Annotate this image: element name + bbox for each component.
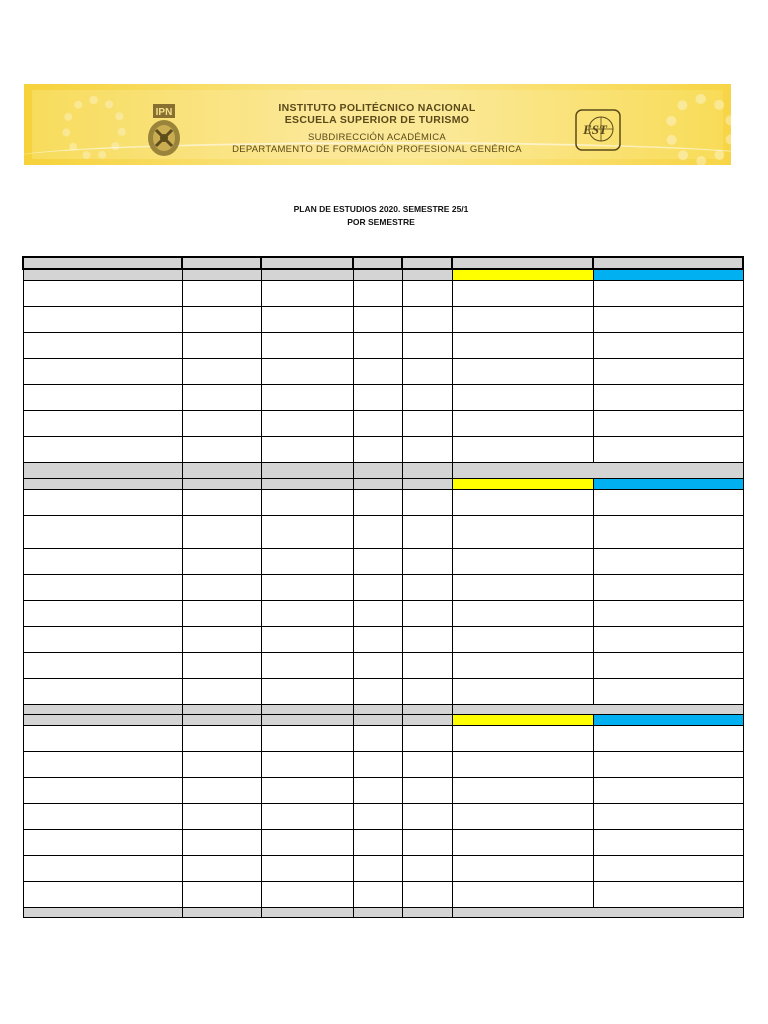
header-cell (182, 257, 261, 269)
section-subheader-row (23, 269, 743, 281)
department-name: DEPARTAMENTO DE FORMACIÓN PROFESIONAL GENÉRICA (232, 144, 522, 155)
header-cell (353, 257, 402, 269)
table-row (23, 575, 743, 601)
banner-inner (32, 90, 723, 159)
table-row (23, 601, 743, 627)
blue-highlight-cell (593, 715, 743, 726)
table-row (23, 752, 743, 778)
table-row (23, 437, 743, 463)
document-title (0, 203, 762, 229)
section-separator-row (23, 908, 743, 918)
header-cell (402, 257, 452, 269)
blue-highlight-cell (593, 269, 743, 281)
header-cell (261, 257, 353, 269)
section-separator-row (23, 463, 743, 479)
table-row (23, 516, 743, 549)
yellow-highlight-cell (452, 479, 593, 490)
table-row (23, 778, 743, 804)
table-row (23, 830, 743, 856)
header-banner (24, 84, 731, 165)
table-row (23, 359, 743, 385)
table-row (23, 281, 743, 307)
yellow-highlight-cell (452, 269, 593, 281)
title-line-1: PLAN DE ESTUDIOS 2020. SEMESTRE 25/1 (293, 204, 469, 214)
table-row (23, 653, 743, 679)
ipn-logo-text: IPN (155, 107, 173, 118)
banner-text (192, 102, 562, 156)
blue-highlight-cell (593, 479, 743, 490)
table-row (23, 882, 743, 908)
header-cell (452, 257, 593, 269)
table-row (23, 333, 743, 359)
ipn-logo-icon (144, 100, 184, 160)
table-row (23, 411, 743, 437)
table-row (23, 549, 743, 575)
est-logo-text: EST (583, 122, 607, 137)
table-header-row (23, 257, 743, 269)
schedule-table (22, 256, 744, 918)
yellow-highlight-cell (452, 715, 593, 726)
section-separator-row (23, 705, 743, 715)
table-row (23, 856, 743, 882)
subdirection-name: SUBDIRECCIÓN ACADÉMICA (307, 132, 447, 143)
section-subheader-row (23, 715, 743, 726)
table-row (23, 385, 743, 411)
title-line-2: POR SEMESTRE (347, 217, 415, 227)
table-row (23, 307, 743, 333)
school-name: ESCUELA SUPERIOR DE TURISMO (284, 114, 470, 126)
header-cell (593, 257, 743, 269)
est-logo-icon (575, 109, 621, 151)
table-row (23, 490, 743, 516)
table-row (23, 726, 743, 752)
institution-name: INSTITUTO POLITÉCNICO NACIONAL (278, 102, 476, 114)
table-row (23, 804, 743, 830)
header-cell (23, 257, 182, 269)
section-subheader-row (23, 479, 743, 490)
table-row (23, 627, 743, 653)
table-row (23, 679, 743, 705)
